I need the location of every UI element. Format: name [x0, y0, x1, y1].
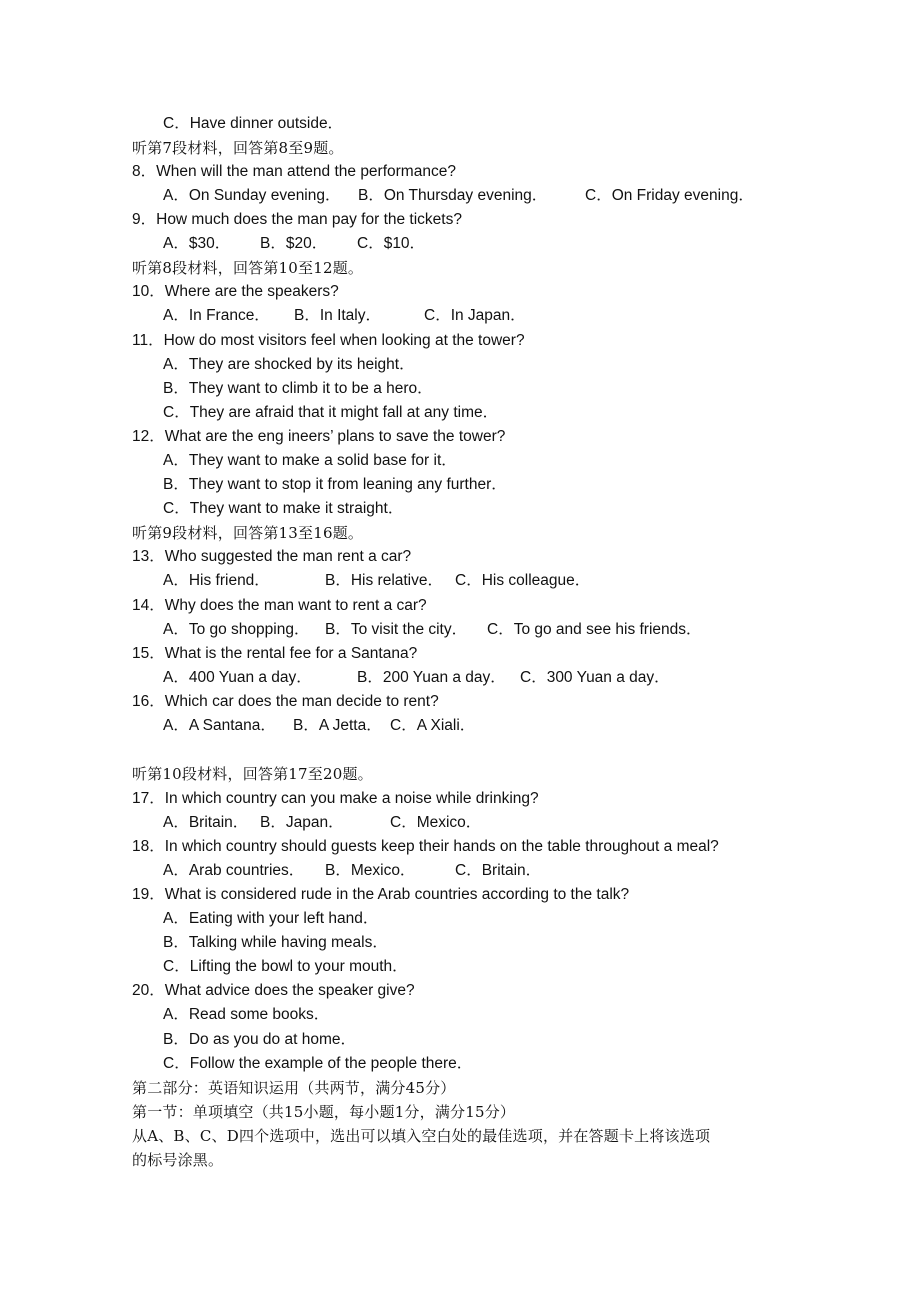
question-9: 9．How much does the man pay for the tickets? — [132, 211, 462, 228]
q14-option-a: A．To go shopping． — [163, 621, 310, 638]
q10-option-c: C．In Japan． — [424, 307, 526, 324]
question-11: 11．How do most visitors feel when looking at the tower? — [132, 332, 525, 349]
q17-option-c: C．Mexico． — [390, 814, 482, 831]
q16-option-c: C．A Xiali． — [390, 717, 476, 734]
q15-option-a: A．400 Yuan a day． — [163, 669, 312, 686]
q12-option-a: A．They want to make a solid base for it． — [163, 452, 457, 469]
question-13: 13．Who suggested the man rent a car? — [132, 548, 412, 565]
q19-option-b: B．Talking while having meals． — [163, 934, 388, 951]
q10-options — [163, 305, 663, 327]
instructions-line-1: 从A、B、C、D四个选项中，选出可以填入空白处的最佳选项，并在答题卡上将该选项 — [132, 1127, 711, 1145]
q12-option-b: B．They want to stop it from leaning any further． — [163, 476, 507, 493]
question-19: 19．What is considered rude in the Arab countries according to the talk? — [132, 886, 630, 903]
q13-option-c: C．His colleague． — [455, 572, 591, 589]
q16-option-b: B．A Jetta． — [293, 717, 382, 734]
instructions-line-2: 的标号涂黑。 — [132, 1151, 224, 1169]
q11-option-c: C．They are afraid that it might fall at any time． — [163, 404, 499, 421]
q8-options — [163, 185, 783, 207]
q14-options — [163, 619, 763, 641]
q17-options — [163, 812, 563, 834]
q18-option-b: B．Mexico． — [325, 862, 416, 879]
q20-option-c: C．Follow the example of the people there． — [163, 1055, 473, 1072]
question-20: 20．What advice does the speaker give? — [132, 982, 415, 999]
q18-option-c: C．Britain． — [455, 862, 542, 879]
part-two-heading: 第二部分：英语知识运用（共两节，满分45分） — [132, 1079, 456, 1097]
q16-options — [163, 715, 563, 737]
q8-option-c: C．On Friday evening． — [585, 187, 754, 204]
q19-option-c: C．Lifting the bowl to your mouth． — [163, 958, 408, 975]
question-14: 14．Why does the man want to rent a car? — [132, 597, 427, 614]
q10-option-a: A．In France． — [163, 307, 270, 324]
q9-option-a: A．$30． — [163, 235, 231, 252]
question-12: 12．What are the eng ineers’ plans to save the tower? — [132, 428, 506, 445]
q13-option-a: A．His friend． — [163, 572, 270, 589]
q8-option-a: A．On Sunday evening． — [163, 187, 341, 204]
q17-option-b: B．Japan． — [260, 814, 344, 831]
q19-option-a: A．Eating with your left hand． — [163, 910, 379, 927]
q20-option-b: B．Do as you do at home． — [163, 1031, 356, 1048]
section-9-instruction: 听第9段材料，回答第13至16题。 — [132, 524, 364, 542]
section-one-heading: 第一节：单项填空（共15小题，每小题1分，满分15分） — [132, 1103, 516, 1121]
q11-option-b: B．They want to climb it to be a hero． — [163, 380, 433, 397]
q13-options — [163, 570, 763, 592]
q9-option-b: B．$20． — [260, 235, 328, 252]
q9-option-c: C．$10． — [357, 235, 426, 252]
question-8: 8．When will the man attend the performance? — [132, 163, 456, 180]
question-18: 18．In which country should guests keep their hands on the table throughout a meal? — [132, 838, 719, 855]
q18-option-a: A．Arab countries． — [163, 862, 305, 879]
q11-option-a: A．They are shocked by its height． — [163, 356, 415, 373]
q14-option-b: B．To visit the city． — [325, 621, 468, 638]
section-7-instruction: 听第7段材料，回答第8至9题。 — [132, 139, 344, 157]
q12-option-c: C．They want to make it straight． — [163, 500, 404, 517]
q20-option-a: A．Read some books． — [163, 1006, 330, 1023]
q14-option-c: C．To go and see his friends． — [487, 621, 702, 638]
q10-option-b: B．In Italy． — [294, 307, 381, 324]
q8-option-b: B．On Thursday evening． — [358, 187, 548, 204]
question-15: 15．What is the rental fee for a Santana? — [132, 645, 418, 662]
question-10: 10．Where are the speakers? — [132, 283, 339, 300]
q15-option-c: C．300 Yuan a day． — [520, 669, 670, 686]
q16-option-a: A．A Santana． — [163, 717, 276, 734]
q13-option-b: B．His relative． — [325, 572, 443, 589]
section-8-instruction: 听第8段材料，回答第10至12题。 — [132, 259, 364, 277]
q15-option-b: B．200 Yuan a day． — [357, 669, 506, 686]
section-10-instruction: 听第10段材料，回答第17至20题。 — [132, 765, 373, 783]
q18-options — [163, 860, 663, 882]
question-17: 17．In which country can you make a noise while drinking? — [132, 790, 539, 807]
question-16: 16．Which car does the man decide to rent? — [132, 693, 439, 710]
q17-option-a: A．Britain． — [163, 814, 249, 831]
q9-options — [163, 233, 563, 255]
q15-options — [163, 667, 763, 689]
q7-option-c: C．Have dinner outside． — [163, 115, 344, 132]
